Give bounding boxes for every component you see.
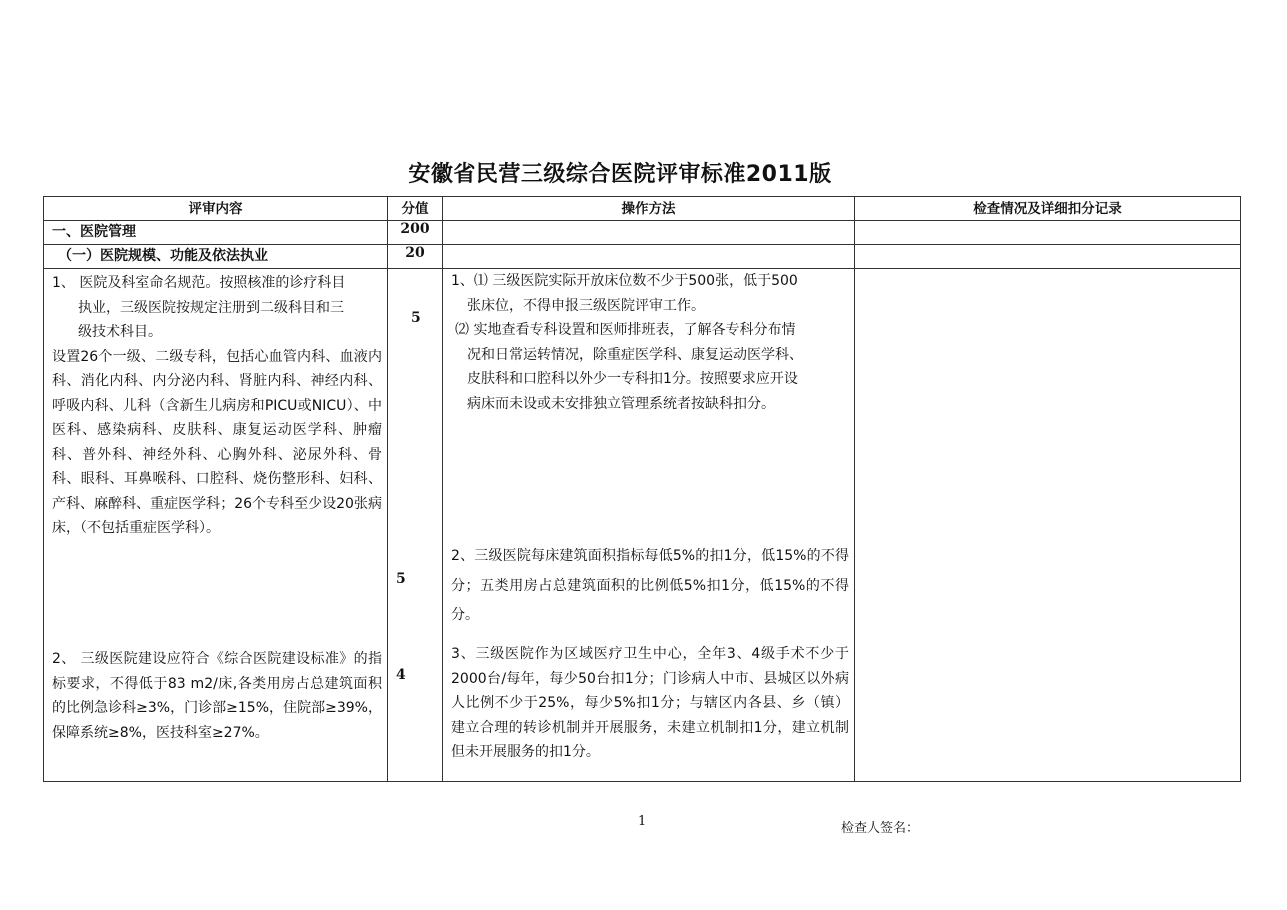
section-method-cell	[443, 221, 855, 245]
method-cell	[443, 269, 855, 782]
score-item-2: 5	[396, 571, 406, 587]
section-row	[44, 221, 1241, 245]
table-header-row	[44, 197, 1241, 221]
method-3-text: 3、三级医院作为区域医疗卫生中心，全年3、4级手术不少于2000台/每年，每少50台扣1分；门诊病人中市、县城区以外病人比例不少于25%，每少5%扣1分；与辖区内各县、乡（镇）建立合理的转诊机制并开展服务，未建立机制扣1分，建立机制但未开展服务的扣1分。	[451, 646, 849, 760]
method-2-text: 2、三级医院每床建筑面积指标每低5%的扣1分，低15%的不得分；五类用房占总建筑面积的比例低5%扣1分，低15%的不得分。	[451, 548, 849, 623]
score-item-3: 4	[396, 667, 406, 683]
evaluation-table	[43, 196, 1241, 782]
item1-line3: 级技术科目。	[78, 324, 162, 340]
header-content: 评审内容	[44, 197, 388, 221]
subsection-method-cell	[443, 245, 855, 269]
section-label: 一、医院管理	[44, 221, 388, 245]
subsection-label: （一）医院规模、功能及依法执业	[44, 245, 388, 269]
header-record: 检查情况及详细扣分记录	[855, 197, 1241, 221]
content-cell	[44, 269, 388, 782]
item1-line1: 1、 医院及科室命名规范。按照核准的诊疗科目	[52, 275, 346, 291]
score-item-1: 5	[411, 310, 421, 326]
item2-text: 2、 三级医院建设应符合《综合医院建设标准》的指标要求，不得低于83 m2/床,各类用房占总建筑面积的比例急诊科≥3%，门诊部≥15%，住院部≥39%，保障系统≥8%，医技科室≥27%。	[52, 651, 382, 741]
score-column-cell	[388, 269, 443, 782]
subsection-row	[44, 245, 1241, 269]
section-score: 200	[388, 221, 443, 245]
item1-detail: 设置26个一级、二级专科，包括心血管内科、血液内科、消化内科、内分泌内科、肾脏内科、神经内科、呼吸内科、儿科（含新生儿病房和PICU或NICU）、中医科、感染病科、皮肤科、康复运动医学科、肿瘤科、普外科、神经外科、心胸外科、泌尿外科、骨科、眼科、耳鼻喉科、口腔科、烧伤整形科、妇科、产科、麻醉科、重症医学科；26个专科至少设20张病床，（不包括重症医学科）。	[52, 348, 382, 536]
document-title: 安徽省民营三级综合医院评审标准2011版	[408, 162, 832, 187]
page-number: 1	[638, 814, 647, 829]
method-1-line5: 皮肤科和口腔科以外少一专科扣1分。按照要求应开设	[467, 371, 798, 387]
header-score: 分值	[388, 197, 443, 221]
method-1-line4: 况和日常运转情况，除重症医学科、康复运动医学科、	[467, 346, 803, 363]
section-record-cell	[855, 221, 1241, 245]
header-method: 操作方法	[443, 197, 855, 221]
method-1-line3: ⑵ 实地查看专科设置和医师排班表，了解各专科分布情	[455, 322, 796, 338]
item1-line2: 执业，三级医院按规定注册到二级科目和三	[78, 299, 344, 316]
method-1-line2: 张床位，不得申报三级医院评审工作。	[467, 297, 705, 314]
method-1-line6: 病床而未设或未安排独立管理系统者按缺科扣分。	[467, 395, 775, 412]
detail-row	[44, 269, 1241, 782]
record-cell[interactable]	[855, 269, 1241, 782]
subsection-score: 20	[388, 245, 443, 269]
subsection-record-cell	[855, 245, 1241, 269]
inspector-signature-label: 检查人签名：	[841, 821, 920, 836]
method-1-line1: 1、⑴ 三级医院实际开放床位数不少于500张，低于500	[451, 273, 798, 289]
